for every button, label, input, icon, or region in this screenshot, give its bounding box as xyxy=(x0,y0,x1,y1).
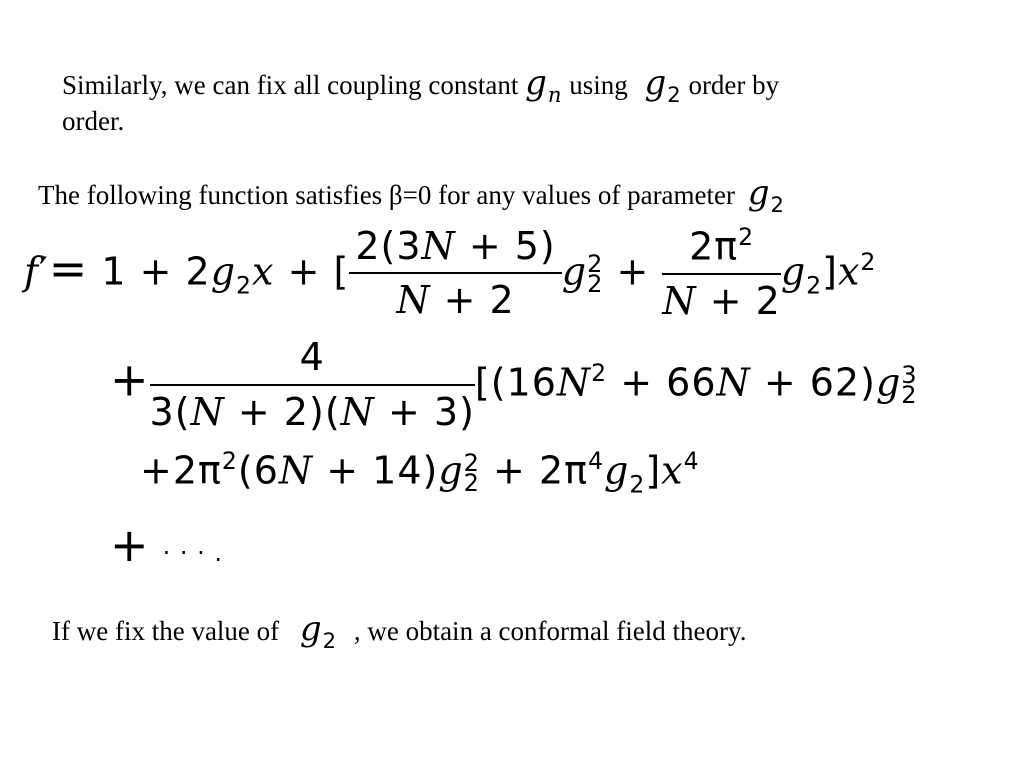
g-2-squared-indices xyxy=(587,249,604,298)
g-2-squared-indices xyxy=(463,448,480,498)
superscript-2: 2 xyxy=(591,359,608,388)
subscript-2: 2 xyxy=(587,269,604,298)
den-part: + 2 xyxy=(696,279,781,324)
paragraph-2 xyxy=(38,173,785,217)
fraction-2 xyxy=(662,224,780,324)
subscript-2: 2 xyxy=(901,381,918,410)
plus-sign: + xyxy=(110,518,150,572)
equals-sign: = xyxy=(48,241,89,296)
N-variable: N xyxy=(662,279,697,324)
subscript-2: 2 xyxy=(236,271,253,300)
num-part: 2π xyxy=(689,224,739,269)
paragraph-1-line-2: order. xyxy=(62,106,125,136)
g-letter: g xyxy=(561,249,588,294)
paragraph-3 xyxy=(52,609,747,653)
superscript-4: 4 xyxy=(683,447,700,475)
term-6: (6 xyxy=(237,448,279,493)
g-letter: g xyxy=(210,249,237,294)
paragraph-1-using: using xyxy=(569,70,628,100)
superscript-2: 2 xyxy=(221,447,238,475)
term-14: + 14) xyxy=(313,448,439,493)
N-variable: N xyxy=(396,278,431,323)
superscript-2: 2 xyxy=(860,247,877,276)
subscript-n: n xyxy=(547,82,563,107)
symbol-g-2 xyxy=(747,173,785,217)
symbol-g-2 xyxy=(644,63,682,107)
fraction-1 xyxy=(349,225,561,323)
g-letter: g xyxy=(747,173,771,213)
subscript-2: 2 xyxy=(770,192,785,217)
subscript-2: 2 xyxy=(322,628,338,653)
term-2pi: +2π xyxy=(140,448,222,493)
plus-open-bracket: + [ xyxy=(287,249,350,294)
den-part: + 3) xyxy=(374,389,475,434)
term-plus-2pi: + 2π xyxy=(479,448,589,493)
x-variable: x xyxy=(661,448,684,493)
g-letter: g xyxy=(604,448,630,493)
fraction-1-denominator xyxy=(349,274,561,323)
term-66: + 66 xyxy=(607,360,717,405)
paragraph-3-text-a: If we fix the value of xyxy=(52,616,280,646)
close-bracket: ] xyxy=(645,448,662,493)
term-62: + 62) xyxy=(750,360,876,405)
equation-line-3 xyxy=(140,447,700,499)
fraction-3-denominator xyxy=(150,386,475,435)
f-symbol: f xyxy=(24,249,40,294)
prime-symbol: ′ xyxy=(39,249,49,294)
symbol-g-n xyxy=(525,63,563,107)
den-part: + 2 xyxy=(430,278,515,323)
plus-sign: + xyxy=(616,249,650,294)
N-variable: N xyxy=(716,360,751,405)
g-2-cubed-indices xyxy=(901,360,918,410)
superscript-4: 4 xyxy=(588,447,604,475)
subscript-2: 2 xyxy=(629,470,646,499)
superscript-2: 2 xyxy=(463,448,480,477)
N-variable: N xyxy=(278,448,314,493)
superscript-2: 2 xyxy=(738,223,755,251)
g-letter: g xyxy=(299,609,323,649)
x-variable: x xyxy=(252,249,275,294)
den-part: 3( xyxy=(149,389,191,434)
g-letter: g xyxy=(875,360,902,405)
paragraph-1-line-1 xyxy=(62,63,780,107)
fraction-3-numerator: 4 xyxy=(150,336,475,386)
subscript-2: 2 xyxy=(806,271,823,300)
plus-sign: + xyxy=(110,352,150,407)
g-letter: g xyxy=(644,63,668,103)
g-letter: g xyxy=(438,448,464,493)
subscript-2: 2 xyxy=(667,82,682,107)
num-part: + 5) xyxy=(455,223,556,268)
paragraph-2-text: The following function satisfies β=0 for any values of parameter xyxy=(38,180,736,210)
superscript-2: 2 xyxy=(587,249,604,278)
term-1-plus-2: 1 + 2 xyxy=(101,249,211,294)
x-variable: x xyxy=(837,249,861,294)
fraction-2-denominator xyxy=(662,275,780,324)
paragraph-3-text-b: , we obtain a conformal field theory. xyxy=(353,616,747,646)
N-variable: N xyxy=(556,360,592,405)
subscript-2: 2 xyxy=(463,469,480,498)
term-open: [(16 xyxy=(474,360,557,405)
fraction-2-numerator xyxy=(662,224,780,275)
g-letter: g xyxy=(525,63,548,103)
den-part: + 2)( xyxy=(224,389,341,434)
ellipsis: · · · . xyxy=(162,539,224,567)
symbol-g-2 xyxy=(299,609,338,653)
equation-line-1 xyxy=(24,224,876,324)
N-variable: N xyxy=(421,223,456,268)
N-variable: N xyxy=(340,389,375,434)
g-letter: g xyxy=(780,249,807,294)
equation-line-4 xyxy=(110,518,224,572)
num-part: 2(3 xyxy=(355,223,422,268)
N-variable: N xyxy=(190,389,225,434)
fraction-3 xyxy=(150,336,475,434)
paragraph-1-text-a: Similarly, we can fix all coupling constant xyxy=(62,70,519,100)
fraction-1-numerator xyxy=(349,225,561,275)
superscript-3: 3 xyxy=(901,360,918,389)
equation-line-2 xyxy=(110,336,918,434)
paragraph-1-text-b: order by xyxy=(688,70,780,100)
close-bracket: ] xyxy=(822,249,838,294)
